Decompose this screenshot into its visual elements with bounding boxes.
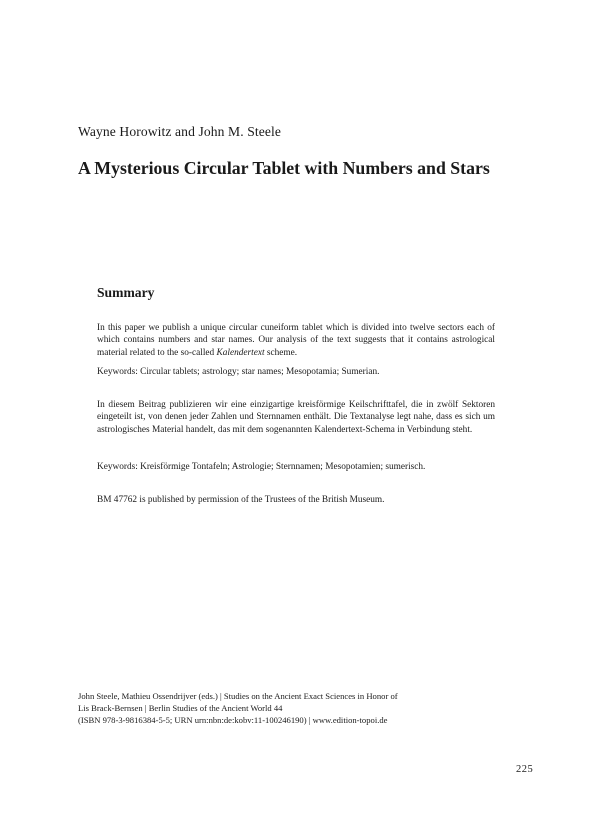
english-abstract <box>97 322 495 359</box>
english-abstract-text: In this paper we publish a unique circular cuneiform tablet which is divided into twelve sectors each of which contains numbers and star names. Our analysis of the text suggests that it contains astrological material related to the so-called <box>97 323 495 358</box>
citation-line: John Steele, Mathieu Ossendrijver (eds.) | Studies on the Ancient Exact Sciences in Honor of <box>78 691 398 701</box>
german-keywords: Keywords: Kreisförmige Tontafeln; Astrologie; Sternnamen; Mesopotamien; sumerisch. <box>97 462 426 472</box>
german-abstract: In diesem Beitrag publizieren wir eine einzigartige kreisförmige Keilschrifttafel, die in zwölf Sektoren eingeteilt ist, von denen jeder Zahlen und Sternnamen enthält. Die Textanalyse legt nahe, dass es sich um astrologisches Material handelt, das mit dem sogenannten Kalendertext-Schema in Verbindung steht. <box>97 400 495 435</box>
citation-line: (ISBN 978-3-9816384-5-5; URN urn:nbn:de:kobv:11-100246190) | www.edition-topoi.de <box>78 715 388 725</box>
english-abstract-italic-term: Kalendertext <box>216 347 265 358</box>
permission-note: BM 47762 is published by permission of the Trustees of the British Museum. <box>97 495 385 505</box>
authors: Wayne Horowitz and John M. Steele <box>78 124 282 139</box>
summary-heading: Summary <box>97 285 155 300</box>
article-title: A Mysterious Circular Tablet with Numbers and Stars <box>78 158 490 178</box>
english-keywords: Keywords: Circular tablets; astrology; star names; Mesopotamia; Sumerian. <box>97 367 380 377</box>
english-abstract-text-end: scheme. <box>264 347 298 358</box>
page-number: 225 <box>516 764 534 775</box>
citation-footer <box>78 690 498 726</box>
citation-line: Lis Brack-Bernsen | Berlin Studies of the Ancient World 44 <box>78 703 283 713</box>
